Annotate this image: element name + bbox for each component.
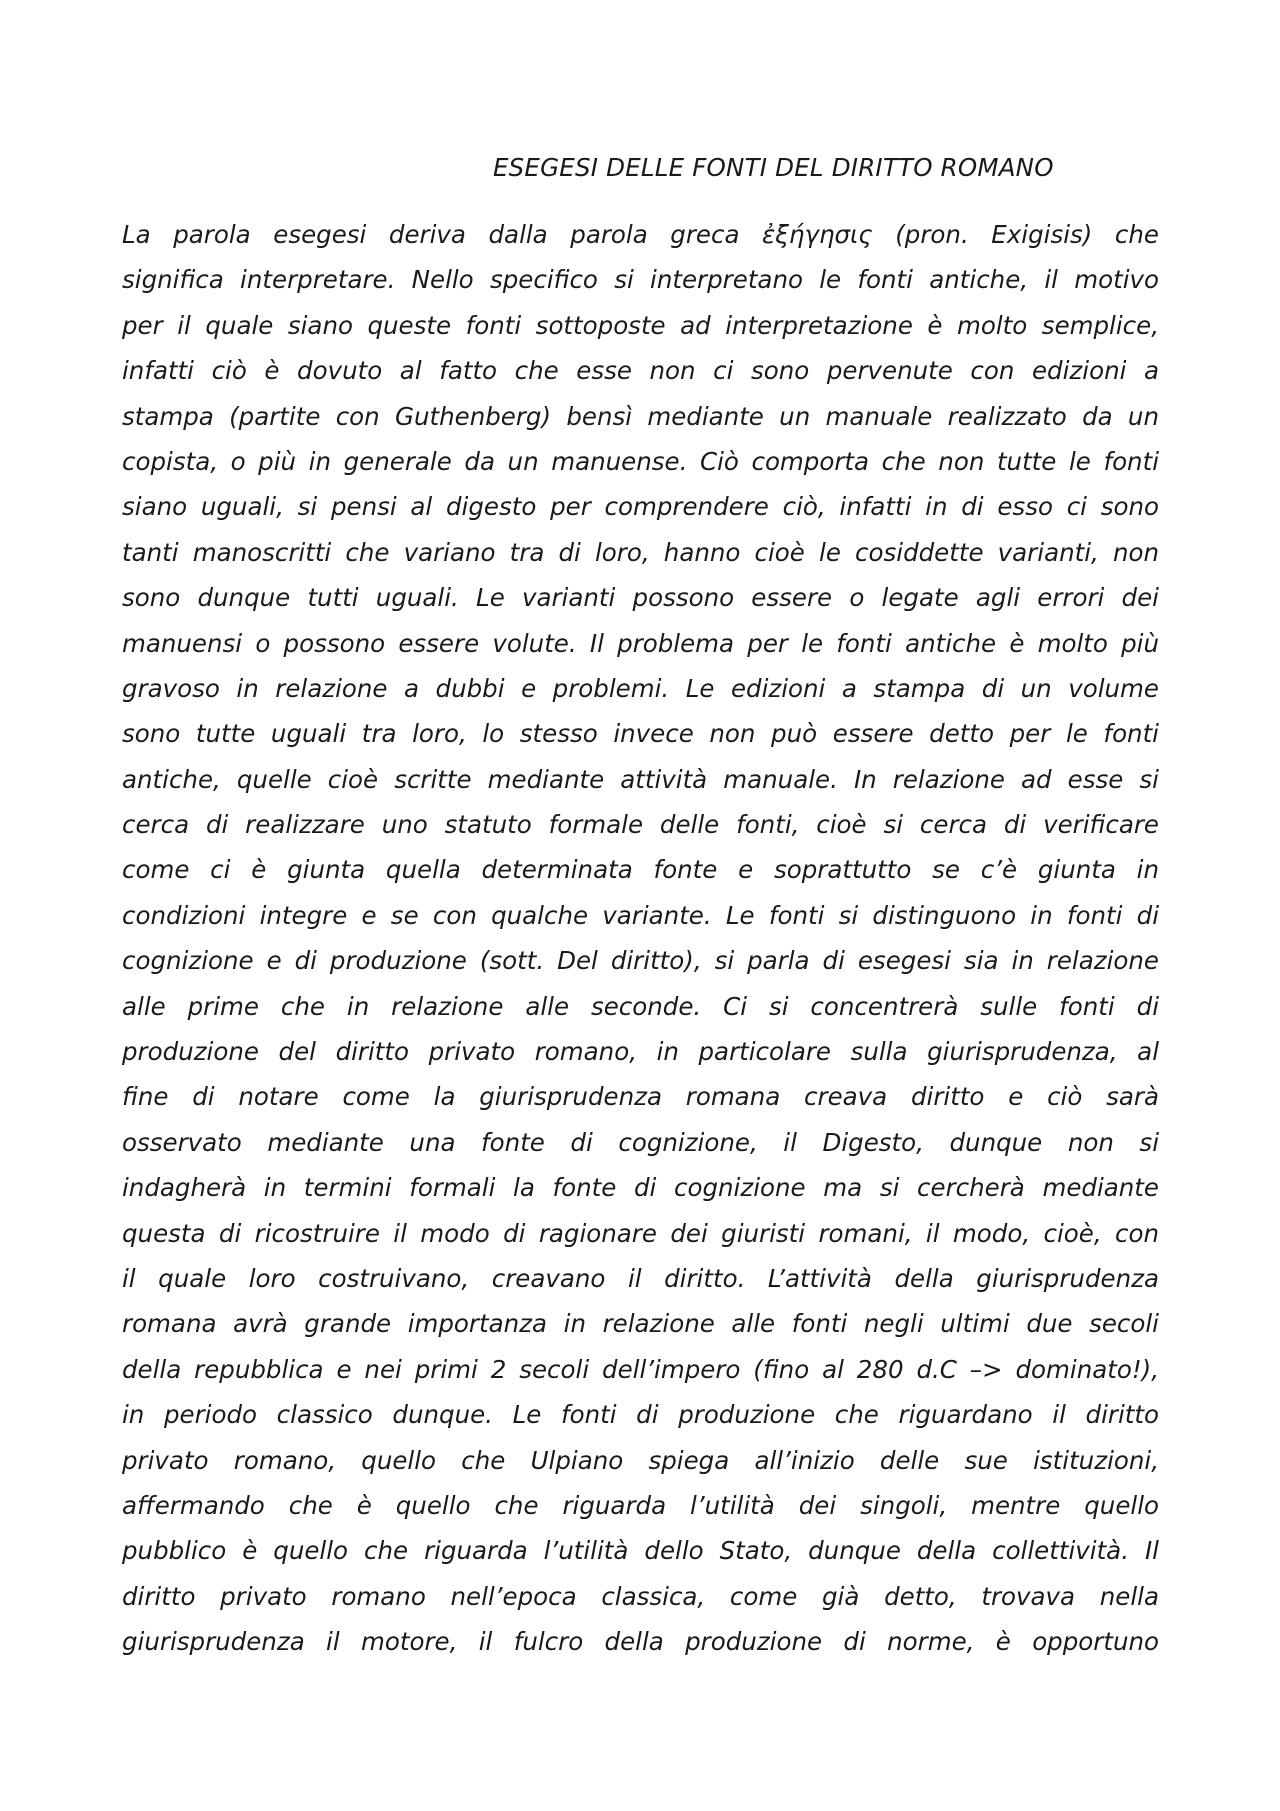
text-line: indagherà in termini formali la fonte di cognizione ma si cercherà mediante [122, 1173, 1159, 1203]
text-line: giurisprudenza il motore, il fulcro della produzione di norme, è opportuno [122, 1627, 1159, 1657]
text-line: copista, o più in generale da un manuense. Ciò comporta che non tutte le fonti [122, 446, 1159, 476]
text-line: siano uguali, si pensi al digesto per comprendere ciò, infatti in di esso ci sono [122, 492, 1159, 522]
text-line: produzione del diritto privato romano, in particolare sulla giurisprudenza, al [122, 1037, 1159, 1067]
text-line: significa interpretare. Nello specifico si interpretano le fonti antiche, il motivo [122, 265, 1159, 295]
document-title: ESEGESI DELLE FONTI DEL DIRITTO ROMANO [493, 153, 1054, 182]
text-line: antiche, quelle cioè scritte mediante attività manuale. In relazione ad esse si [122, 764, 1159, 794]
text-line: della repubblica e nei primi 2 secoli dell’impero (fino al 280 d.C –> dominato!), [122, 1354, 1159, 1384]
text-line: questa di ricostruire il modo di ragionare dei giuristi romani, il modo, cioè, con [122, 1218, 1159, 1248]
text-line: cerca di realizzare uno statuto formale delle fonti, cioè si cerca di verificare [122, 810, 1159, 840]
text-line: affermando che è quello che riguarda l’utilità dei singoli, mentre quello [122, 1490, 1159, 1520]
text-line: gravoso in relazione a dubbi e problemi. Le edizioni a stampa di un volume [122, 673, 1159, 703]
text-line: pubblico è quello che riguarda l’utilità dello Stato, dunque della collettività. Il [122, 1536, 1159, 1566]
text-line: romana avrà grande importanza in relazione alle fonti negli ultimi due secoli [122, 1309, 1159, 1339]
text-line: infatti ciò è dovuto al fatto che esse non ci sono pervenute con edizioni a [122, 356, 1159, 386]
text-line: manuensi o possono essere volute. Il problema per le fonti antiche è molto più [122, 628, 1159, 658]
text-line: tanti manoscritti che variano tra di loro, hanno cioè le cosiddette varianti, non [122, 537, 1159, 567]
text-line: condizioni integre e se con qualche variante. Le fonti si distinguono in fonti di [122, 900, 1159, 930]
text-line: cognizione e di produzione (sott. Del diritto), si parla di esegesi sia in relazione [122, 946, 1159, 976]
text-line: stampa (partite con Guthenberg) bensì mediante un manuale realizzato da un [122, 401, 1159, 431]
text-line: alle prime che in relazione alle seconde. Ci si concentrerà sulle fonti di [122, 991, 1159, 1021]
body-paragraph [122, 212, 1159, 1665]
text-line: diritto privato romano nell’epoca classica, come già detto, trovava nella [122, 1581, 1159, 1611]
text-line: privato romano, quello che Ulpiano spiega all’inizio delle sue istituzioni, [122, 1445, 1159, 1475]
text-line: La parola esegesi deriva dalla parola greca ἐξήγησις (pron. Exigisis) che [122, 220, 1159, 249]
text-line: per il quale siano queste fonti sottoposte ad interpretazione è molto semplice, [122, 310, 1159, 340]
text-line: sono tutte uguali tra loro, lo stesso invece non può essere detto per le fonti [122, 719, 1159, 749]
text-line: come ci è giunta quella determinata fonte e soprattutto se c’è giunta in [122, 855, 1159, 885]
text-line: il quale loro costruivano, creavano il diritto. L’attività della giurisprudenza [122, 1263, 1159, 1293]
text-line: osservato mediante una fonte di cognizione, il Digesto, dunque non si [122, 1127, 1159, 1157]
text-line: sono dunque tutti uguali. Le varianti possono essere o legate agli errori dei [122, 583, 1159, 613]
text-line: fine di notare come la giurisprudenza romana creava diritto e ciò sarà [122, 1082, 1159, 1112]
text-line: in periodo classico dunque. Le fonti di produzione che riguardano il diritto [122, 1400, 1159, 1430]
